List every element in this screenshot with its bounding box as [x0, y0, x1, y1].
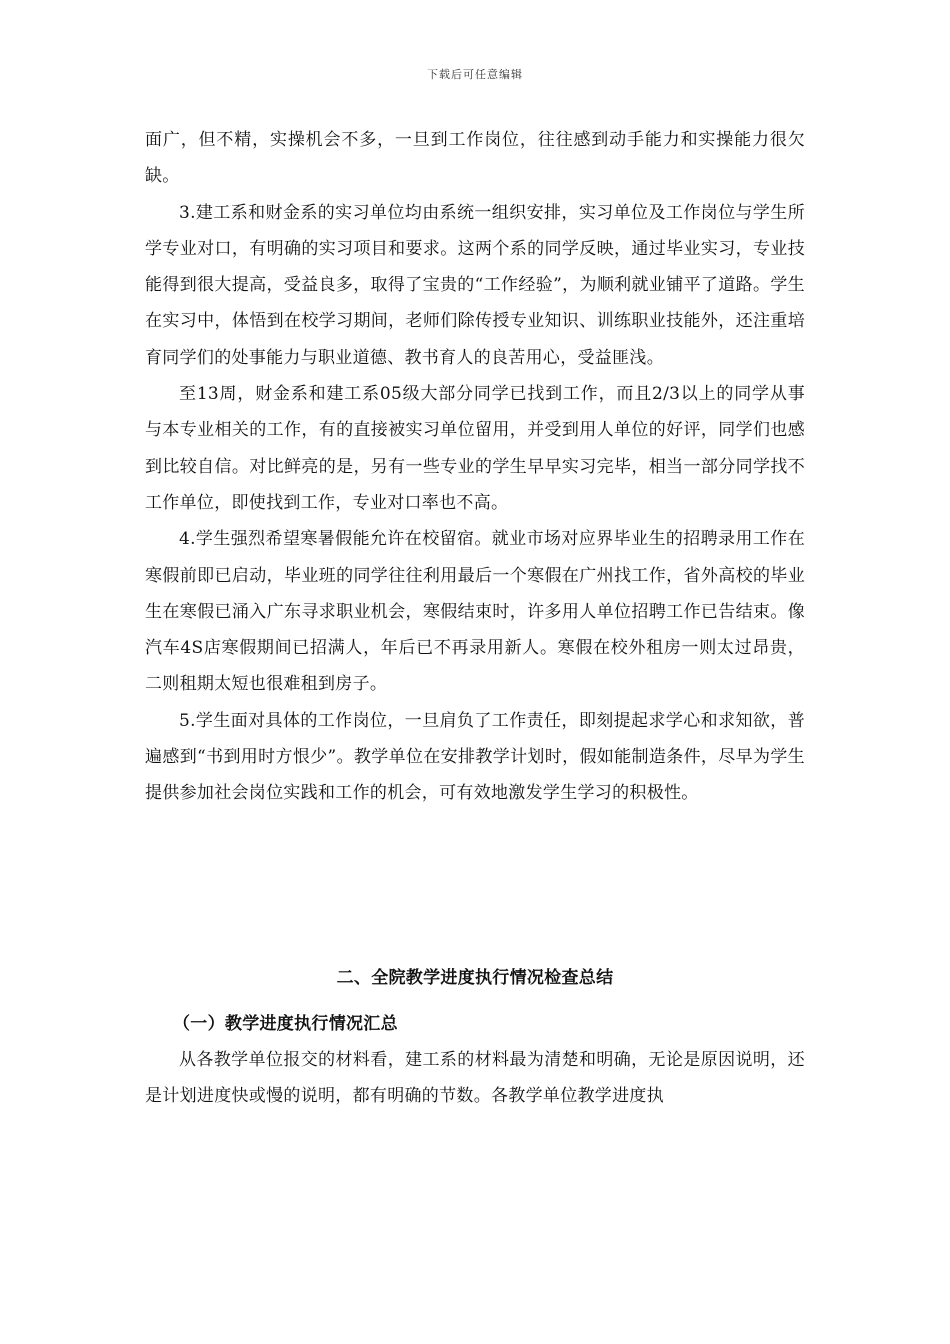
paragraph: 3.建工系和财金系的实习单位均由系统一组织安排，实习单位及工作岗位与学生所学专业对口，有明确的实习项目和要求。这两个系的同学反映，通过毕业实习，专业技能得到很大提高，受益良多，取得了宝贵的“工作经验”，为顺利就业铺平了道路。学生在实习中，体悟到在校学习期间，老师们除传授专业知识、训练职业技能外，还注重培育同学们的处事能力与职业道德、教书育人的良苦用心，受益匪浅。 — [145, 202, 805, 368]
paragraph: 面广，但不精，实操机会不多，一旦到工作岗位，往往感到动手能力和实操能力很欠缺。 — [145, 130, 805, 187]
paragraph: 从各教学单位报交的材料看，建工系的材料最为清楚和明确，无论是原因说明，还是计划进度快或慢的说明，都有明确的节数。各教学单位教学进度执 — [145, 1049, 805, 1106]
paragraph: 至13周，财金系和建工系05级大部分同学已找到工作，而且2/3以上的同学从事与本专业相关的工作，有的直接被实习单位留用，并受到用人单位的好评，同学们也感到比较自信。对比鲜亮的是，另有一些专业的学生早早实习完毕，相当一部分同学找不工作单位，即使找到工作，专业对口率也不高。 — [145, 384, 805, 513]
section-heading: 二、全院教学进度执行情况检查总结 — [336, 967, 614, 988]
paragraph: 4.学生强烈希望寒暑假能允许在校留宿。就业市场对应界毕业生的招聘录用工作在寒假前即已启动，毕业班的同学往往利用最后一个寒假在广州找工作，省外高校的毕业生在寒假已涌入广东寻求职业机会，寒假结束时，许多用人单位招聘工作已告结束。像汽车4S店寒假期间已招满人，年后已不再录用新人。寒假在校外租房一则太过昂贵，二则租期太短也很难租到房子。 — [145, 529, 805, 695]
subsection-heading: （一）教学进度执行情况汇总 — [173, 1013, 398, 1034]
document-body — [145, 122, 805, 1114]
page-header: 下载后可任意编辑 — [427, 68, 523, 81]
blank-space — [145, 812, 805, 960]
paragraph: 5.学生面对具体的工作岗位，一旦肩负了工作责任，即刻提起求学心和求知欲，普遍感到“书到用时方恨少”。教学单位在安排教学计划时，假如能制造条件，尽早为学生提供参加社会岗位实践和工作的机会，可有效地激发学生学习的积极性。 — [145, 710, 805, 804]
